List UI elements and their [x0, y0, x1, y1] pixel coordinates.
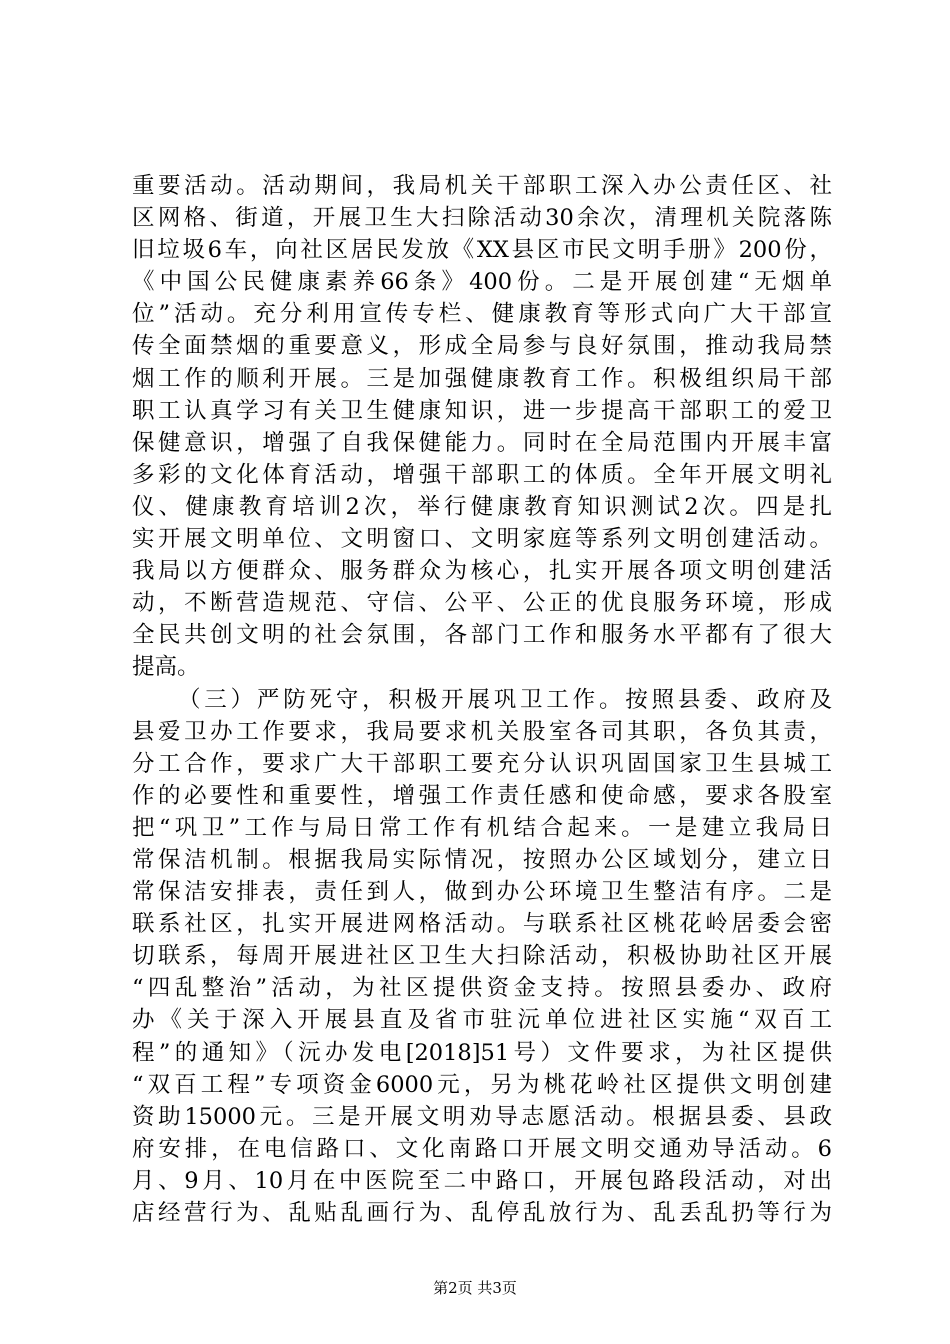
- text-line: 程”的通知》（沅办发电[2018]51号）文件要求，为社区提供: [132, 1039, 832, 1066]
- text-line: 仪、健康教育培训2次，举行健康教育知识测试2次。四是扎: [132, 493, 832, 520]
- text-line: 店经营行为、乱贴乱画行为、乱停乱放行为、乱丢乱扔等行为: [132, 1200, 832, 1226]
- text-line: 联系社区，扎实开展进网格活动。与联系社区桃花岭居委会密: [132, 911, 832, 938]
- text-line: 常保洁安排表，责任到人，做到办公环境卫生整洁有序。二是: [132, 879, 832, 906]
- text-line: 府安排，在电信路口、文化南路口开展文明交通劝导活动。6: [132, 1135, 832, 1162]
- text-line: 保健意识，增强了自我保健能力。同时在全局范围内开展丰富: [132, 429, 832, 456]
- text-line: 办《关于深入开展县直及省市驻沅单位进社区实施“双百工: [132, 1007, 832, 1034]
- text-line: 烟工作的顺利开展。三是加强健康教育工作。积极组织局干部: [132, 365, 832, 392]
- text-line: “双百工程”专项资金6000元，另为桃花岭社区提供文明创建: [132, 1071, 832, 1098]
- text-line: 旧垃圾6车，向社区居民发放《XX县区市民文明手册》200份，: [132, 237, 832, 264]
- text-line: 切联系，每周开展进社区卫生大扫除活动，积极协助社区开展: [132, 943, 832, 970]
- section-heading-line: （三）严防死守，积极开展巩卫工作。按照县委、政府及: [178, 686, 832, 713]
- text-line: 资助15000元。三是开展文明劝导志愿活动。根据县委、县政: [132, 1103, 832, 1130]
- text-line: “四乱整治”活动，为社区提供资金支持。按照县委办、政府: [132, 975, 832, 1002]
- text-line: 全民共创文明的社会氛围，各部门工作和服务水平都有了很大: [132, 622, 832, 649]
- text-line: 多彩的文化体育活动，增强干部职工的体质。全年开展文明礼: [132, 461, 832, 488]
- text-line: 县爱卫办工作要求，我局要求机关股室各司其职，各负其责，: [132, 718, 832, 745]
- page-footer: [0, 1278, 950, 1298]
- body-text: [132, 170, 832, 1229]
- text-line: 常保洁机制。根据我局实际情况，按照办公区域划分，建立日: [132, 846, 832, 873]
- text-line: 区网格、街道，开展卫生大扫除活动30余次，清理机关院落陈: [132, 205, 832, 232]
- text-line: 位”活动。充分利用宣传专栏、健康教育等形式向广大干部宣: [132, 301, 832, 328]
- text-line: 把“巩卫”工作与局日常工作有机结合起来。一是建立我局日: [132, 814, 832, 841]
- text-line: 《中国公民健康素养66条》400份。二是开展创建“无烟单: [132, 269, 832, 296]
- text-line: 动，不断营造规范、守信、公平、公正的优良服务环境，形成: [132, 590, 832, 617]
- paragraph-end-line: 提高。: [132, 654, 200, 681]
- text-line: 作的必要性和重要性，增强工作责任感和使命感，要求各股室: [132, 782, 832, 809]
- text-line: 职工认真学习有关卫生健康知识，进一步提高干部职工的爱卫: [132, 397, 832, 424]
- text-line: 月、9月、10月在中医院至二中路口，开展包路段活动，对出: [132, 1167, 832, 1194]
- text-line: 传全面禁烟的重要意义，形成全局参与良好氛围，推动我局禁: [132, 333, 832, 360]
- text-line: 我局以方便群众、服务群众为核心，扎实开展各项文明创建活: [132, 558, 832, 585]
- text-line: 重要活动。活动期间，我局机关干部职工深入办公责任区、社: [132, 173, 832, 199]
- page-number-label: 第2页 共3页: [433, 1279, 517, 1297]
- text-line: 实开展文明单位、文明窗口、文明家庭等系列文明创建活动。: [132, 526, 832, 553]
- text-line: 分工合作，要求广大干部职工要充分认识巩固国家卫生县城工: [132, 750, 832, 777]
